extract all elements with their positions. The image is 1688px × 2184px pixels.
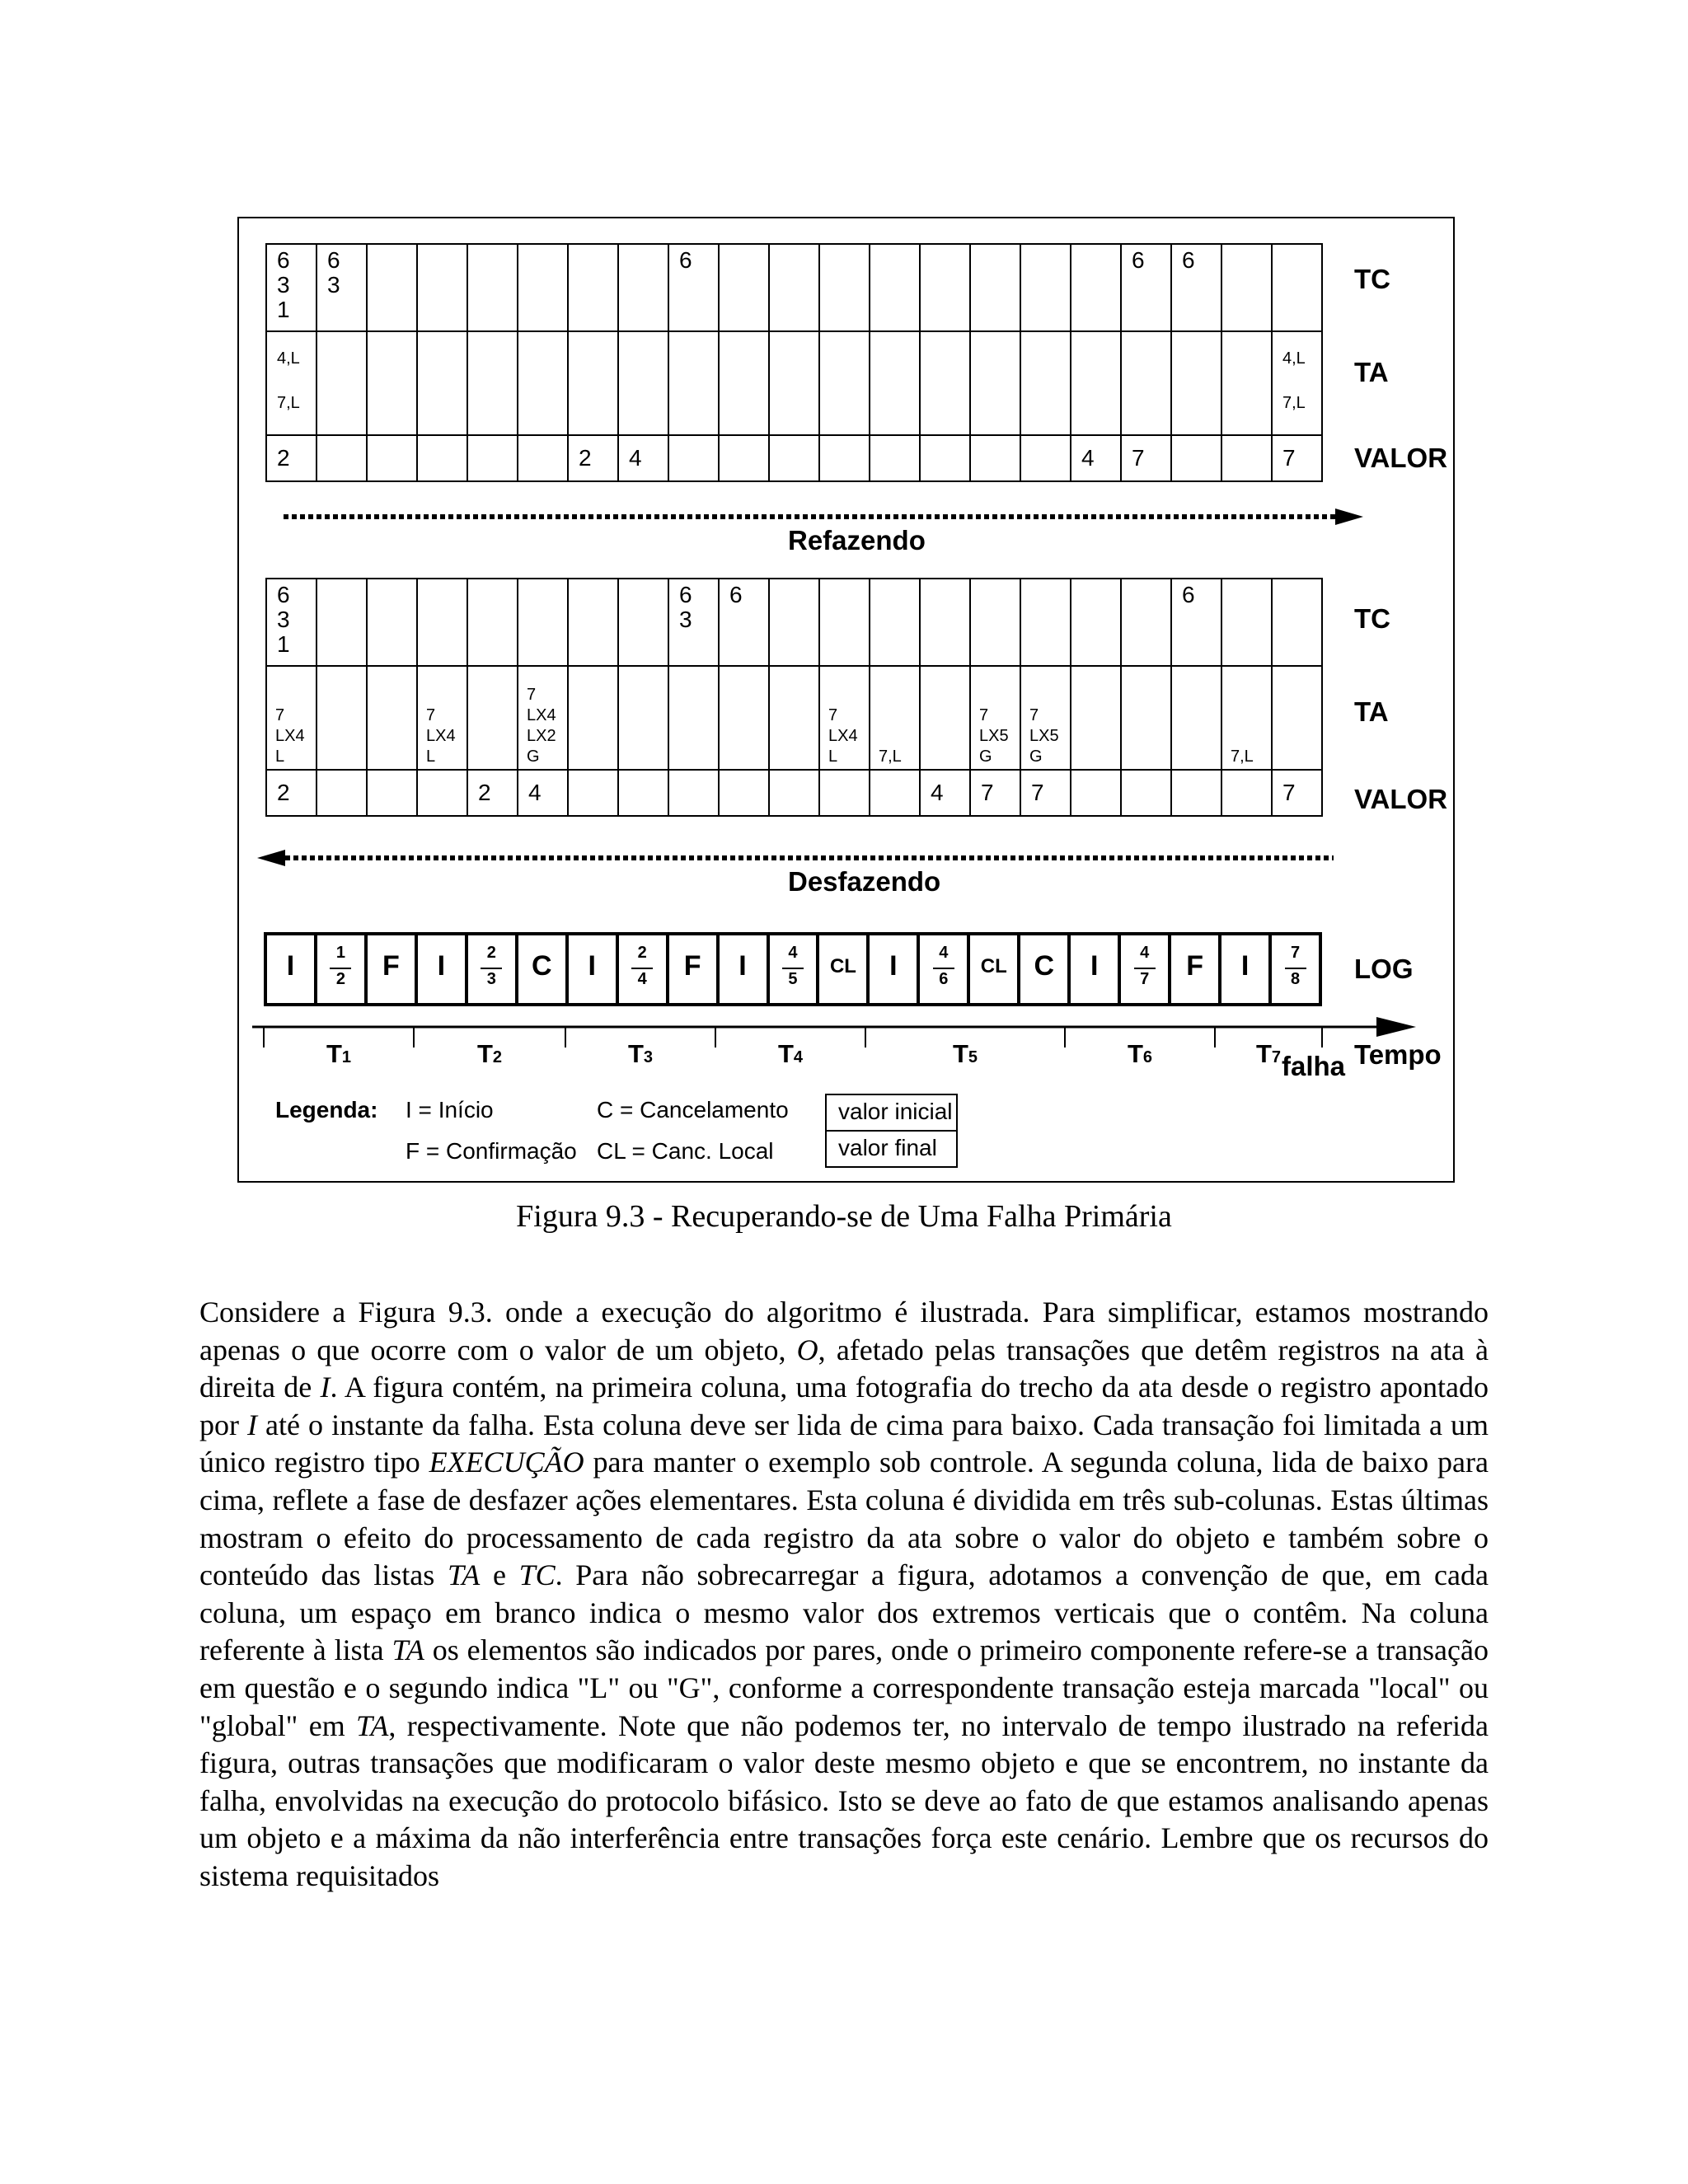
log-entry: I bbox=[1240, 950, 1250, 982]
italic-term: I bbox=[247, 1408, 258, 1441]
time-label-base: T bbox=[326, 1039, 342, 1068]
time-label-sub: 6 bbox=[1142, 1048, 1153, 1066]
log-entry: I bbox=[286, 950, 295, 982]
time-label-base: T bbox=[1127, 1039, 1143, 1068]
undo-valor-label: VALOR bbox=[1354, 784, 1448, 814]
time-label bbox=[916, 1039, 1015, 1069]
italic-term: O bbox=[796, 1333, 818, 1366]
time-label bbox=[591, 1039, 690, 1069]
time-label-base: T bbox=[1255, 1039, 1272, 1068]
undo-ta-value: LX4 bbox=[527, 706, 556, 724]
legend-box-bottom bbox=[825, 1130, 958, 1168]
log-frac-num: 4 bbox=[788, 944, 798, 962]
legend-canc-local: CL = Canc. Local bbox=[597, 1138, 774, 1164]
undo-tc-label: TC bbox=[1354, 603, 1390, 634]
undo-tc-value: 3 bbox=[277, 607, 290, 632]
log-frac-bar bbox=[481, 968, 502, 969]
log-frac-den: 5 bbox=[788, 970, 798, 988]
legend-title: Legenda: bbox=[275, 1097, 378, 1122]
text-run: . A figura contém, na primeira coluna, uma fotografia do trecho da ata desde o registro apontado por bbox=[199, 1371, 1489, 1441]
redo-tc-value: 6 bbox=[1132, 247, 1145, 273]
redo-tc-label: TC bbox=[1354, 264, 1390, 294]
log-entry: CL bbox=[829, 955, 856, 977]
log-label: LOG bbox=[1354, 954, 1414, 984]
redo-tc-value: 3 bbox=[277, 272, 290, 298]
undo-valor-value: 7 bbox=[1031, 780, 1044, 805]
redo-valor-value: 4 bbox=[629, 445, 642, 471]
time-label-sub: 3 bbox=[643, 1048, 654, 1066]
undo-ta-value: LX5 bbox=[1029, 727, 1059, 745]
redo-arrow-head bbox=[1335, 509, 1363, 525]
italic-term: TA bbox=[392, 1633, 424, 1667]
undo-tc-value: 6 bbox=[729, 582, 743, 607]
text-run: , respectivamente. Note que não podemos ter, no intervalo de tempo ilustrado na referida figura, outras transações que modificaram o valor deste mesmo objeto e que se encontrem, no instante da falha, envolvidas na execução do protocolo bifásico. Isto se deve ao fato de que estamos analisando apenas um objeto e a máxima da não interferência entre transações força este cenário. Lembre que os recursos do sistema requisitados bbox=[199, 1708, 1489, 1892]
log-frac-num: 2 bbox=[637, 944, 647, 962]
redo-valor-label: VALOR bbox=[1354, 443, 1448, 473]
log-frac-num: 4 bbox=[1140, 944, 1150, 962]
undo-ta-value: 7 bbox=[527, 686, 537, 704]
undo-valor-value: 7 bbox=[1282, 780, 1296, 805]
log-frac-bar bbox=[631, 968, 653, 969]
italic-term: I bbox=[320, 1371, 331, 1404]
log-entry: I bbox=[738, 950, 747, 982]
log-frac-den: 6 bbox=[939, 970, 949, 988]
text-run: e bbox=[480, 1558, 519, 1592]
text-run: , afetado pelas transações que detêm registros na ata à direita de bbox=[199, 1333, 1489, 1404]
log-frac-bar bbox=[1134, 968, 1156, 969]
log-entry: I bbox=[889, 950, 898, 982]
time-label-base: T bbox=[952, 1039, 968, 1068]
undo-valor-value: 2 bbox=[277, 780, 290, 805]
redo-tc-value: 6 bbox=[1182, 247, 1195, 273]
undo-label: Desfazendo bbox=[788, 866, 941, 897]
undo-valor-value: 4 bbox=[931, 780, 944, 805]
log-frac-den: 8 bbox=[1290, 970, 1301, 988]
redo-valor-value: 2 bbox=[277, 445, 290, 471]
redo-valor-value: 2 bbox=[579, 445, 592, 471]
log-entry: C bbox=[1034, 950, 1055, 982]
log-entry: I bbox=[588, 950, 596, 982]
undo-ta-value: LX2 bbox=[527, 727, 556, 745]
log-frac-num: 4 bbox=[939, 944, 949, 962]
redo-valor-value: 4 bbox=[1081, 445, 1095, 471]
italic-term: EXECUÇÃO bbox=[429, 1446, 584, 1479]
log-entry: I bbox=[437, 950, 446, 982]
undo-ta-value: 7,L bbox=[1231, 748, 1254, 766]
log-entry: F bbox=[683, 950, 701, 982]
body-paragraph bbox=[199, 1294, 1489, 1896]
time-label bbox=[741, 1039, 840, 1069]
undo-tc-value: 1 bbox=[277, 631, 290, 657]
falha-label: falha bbox=[1282, 1051, 1346, 1081]
legend-confirmacao: F = Confirmação bbox=[406, 1138, 577, 1164]
redo-tc-value: 6 bbox=[679, 247, 692, 273]
redo-tc-value: 6 bbox=[277, 247, 290, 273]
undo-arrow-head bbox=[257, 850, 285, 866]
time-label-base: T bbox=[627, 1039, 644, 1068]
redo-label: Refazendo bbox=[788, 525, 926, 555]
legend-box-top bbox=[825, 1094, 958, 1132]
undo-valor-value: 4 bbox=[528, 780, 542, 805]
time-label-base: T bbox=[476, 1039, 493, 1068]
body-text bbox=[199, 1294, 1489, 1896]
log-frac-den: 7 bbox=[1140, 970, 1150, 988]
undo-tc-value: 6 bbox=[679, 582, 692, 607]
time-axis-head bbox=[1376, 1017, 1416, 1037]
text-run: os elementos são indicados por pares, onde o primeiro componente refere-se a transação em questão e o segundo indica "L" ou "G", conforme a correspondente transação esteja marcada "local" ou "global" em bbox=[199, 1633, 1489, 1742]
undo-ta-value: G bbox=[1029, 748, 1043, 766]
italic-term: TA bbox=[356, 1708, 389, 1742]
legend-inicio: I = Início bbox=[406, 1097, 494, 1122]
time-label bbox=[1090, 1039, 1189, 1069]
undo-ta-value: G bbox=[979, 748, 992, 766]
undo-ta-value: G bbox=[527, 748, 540, 766]
log-entry: I bbox=[1090, 950, 1099, 982]
legend-cancelamento: C = Cancelamento bbox=[597, 1097, 789, 1122]
log-entry: F bbox=[382, 950, 400, 982]
log-frac-bar bbox=[1285, 968, 1306, 969]
time-label-sub: 5 bbox=[968, 1048, 978, 1066]
undo-ta-value: 7 bbox=[1029, 706, 1039, 724]
time-label-sub: 4 bbox=[793, 1048, 804, 1066]
undo-tc-value: 6 bbox=[277, 582, 290, 607]
undo-ta-value: L bbox=[828, 748, 838, 766]
figure-caption: Figura 9.3 - Recuperando-se de Uma Falha Primária bbox=[516, 1199, 1172, 1234]
log-entry: CL bbox=[980, 955, 1007, 977]
log-entry: F bbox=[1186, 950, 1203, 982]
log-entry: C bbox=[531, 950, 552, 982]
time-label bbox=[440, 1039, 539, 1069]
undo-ta-value: LX5 bbox=[979, 727, 1009, 745]
text-run: até o instante da falha. Esta coluna deve ser lida de cima para baixo. Cada transação foi limitada a um único registro tipo bbox=[199, 1408, 1489, 1479]
undo-ta-value: 7 bbox=[979, 706, 989, 724]
redo-ta-label: TA bbox=[1354, 357, 1389, 387]
log-frac-num: 2 bbox=[486, 944, 496, 962]
text-run: para manter o exemplo sob controle. A segunda coluna, lida de baixo para cima, reflete a fase de desfazer ações elementares. Esta coluna é dividida em três sub-colunas. Estas últimas mostram o efeito do processamento de cada registro da ata sobre o valor do objeto e também sobre o conteúdo das listas bbox=[199, 1446, 1489, 1592]
redo-tc-value: 1 bbox=[277, 297, 290, 322]
italic-term: TC bbox=[518, 1558, 556, 1592]
time-label bbox=[289, 1039, 388, 1069]
log-frac-num: 1 bbox=[335, 944, 345, 962]
redo-tc-value: 6 bbox=[327, 247, 340, 273]
text-run: Considere a Figura 9.3. onde a execução do algoritmo é ilustrada. Para simplificar, estamos mostrando apenas o que ocorre com o valor de um objeto, bbox=[199, 1296, 1489, 1366]
time-label-sub: 2 bbox=[492, 1048, 503, 1066]
redo-ta-value: 7,L bbox=[1282, 394, 1306, 412]
time-label-base: T bbox=[777, 1039, 794, 1068]
log-frac-den: 3 bbox=[486, 970, 496, 988]
undo-valor-value: 2 bbox=[478, 780, 491, 805]
undo-tc-value: 6 bbox=[1182, 582, 1195, 607]
undo-ta-label: TA bbox=[1354, 696, 1389, 727]
undo-ta-value: 7,L bbox=[879, 748, 902, 766]
undo-ta-value: LX4 bbox=[275, 727, 305, 745]
italic-term: TA bbox=[447, 1558, 481, 1592]
time-label-sub: 1 bbox=[341, 1048, 352, 1066]
redo-ta-value: 4,L bbox=[1282, 349, 1306, 368]
log-frac-bar bbox=[330, 968, 351, 969]
undo-ta-value: L bbox=[426, 748, 436, 766]
log-frac-bar bbox=[782, 968, 804, 969]
figure-frame bbox=[237, 217, 1455, 1183]
undo-ta-value: LX4 bbox=[828, 727, 858, 745]
redo-valor-value: 7 bbox=[1282, 445, 1296, 471]
undo-ta-value: 7 bbox=[275, 706, 285, 724]
undo-tc-value: 3 bbox=[679, 607, 692, 632]
log-frac-den: 2 bbox=[335, 970, 345, 988]
legend-valor-inicial: valor inicial bbox=[838, 1099, 953, 1124]
undo-ta-value: L bbox=[275, 748, 285, 766]
arrows-layer bbox=[239, 218, 1453, 1181]
undo-ta-value: 7 bbox=[828, 706, 838, 724]
time-label-sub: 7 bbox=[1271, 1048, 1282, 1066]
undo-valor-value: 7 bbox=[981, 780, 994, 805]
text-run: . Para não sobrecarregar a figura, adotamos a convenção de que, em cada coluna, um espaço em branco indica o mesmo valor dos extremos verticais que o contêm. Na coluna referente à lista bbox=[199, 1558, 1489, 1667]
redo-tc-value: 3 bbox=[327, 272, 340, 298]
redo-valor-value: 7 bbox=[1132, 445, 1145, 471]
log-frac-den: 4 bbox=[637, 970, 647, 988]
undo-ta-value: 7 bbox=[426, 706, 436, 724]
legend-valor-final: valor final bbox=[838, 1135, 937, 1160]
tempo-label: Tempo bbox=[1354, 1039, 1442, 1070]
redo-ta-value: 7,L bbox=[277, 394, 300, 412]
redo-ta-value: 4,L bbox=[277, 349, 300, 368]
log-frac-bar bbox=[933, 968, 954, 969]
time-label bbox=[1219, 1039, 1318, 1069]
log-frac-num: 7 bbox=[1290, 944, 1301, 962]
undo-ta-value: LX4 bbox=[426, 727, 456, 745]
